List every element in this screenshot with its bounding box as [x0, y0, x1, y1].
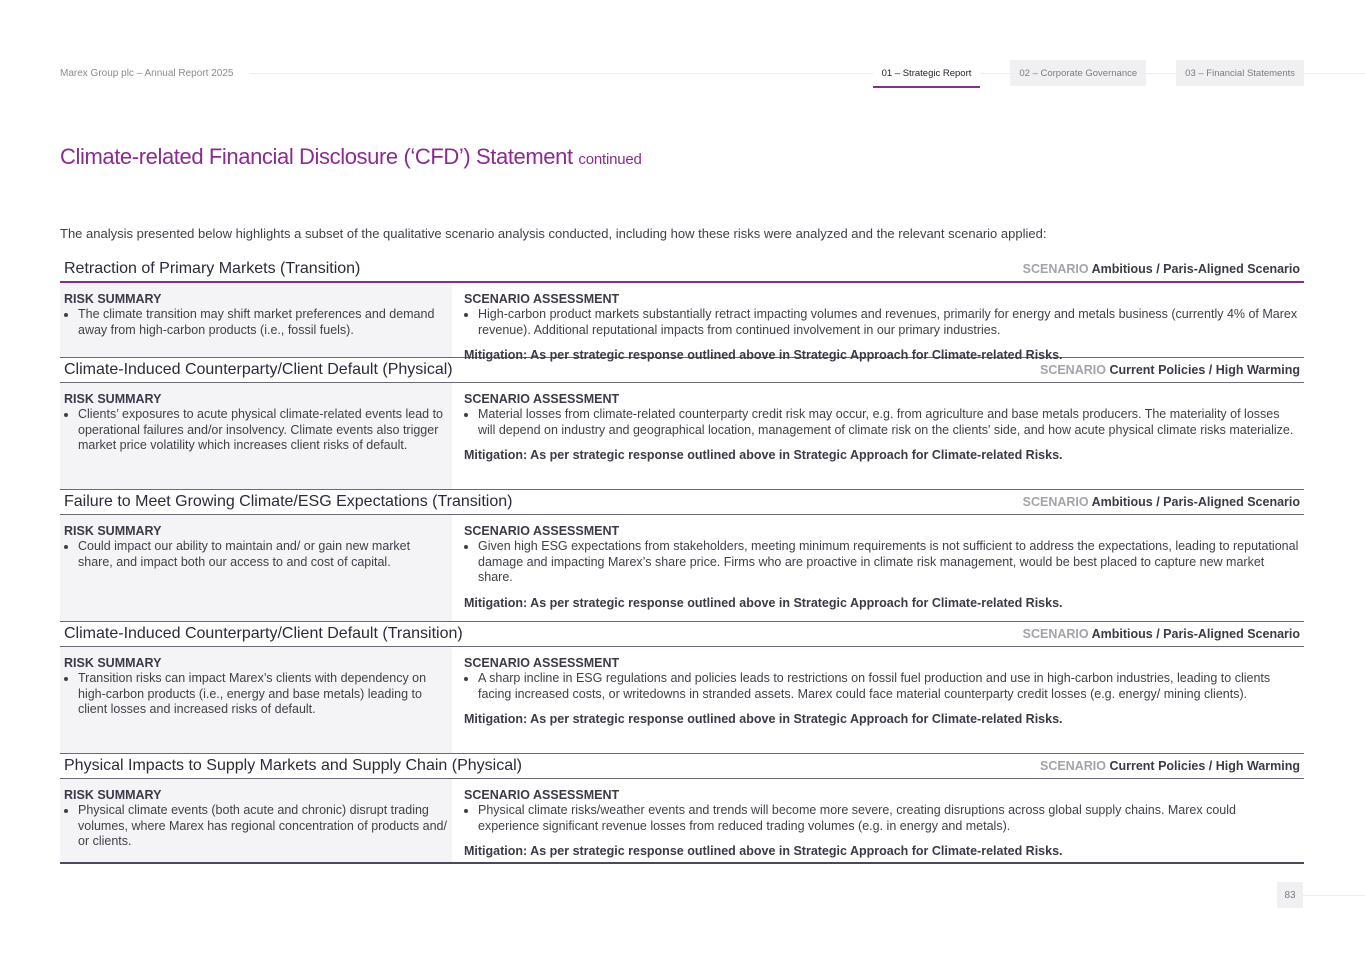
risk-summary-label: RISK SUMMARY: [64, 788, 162, 802]
report-label: Marex Group plc – Annual Report 2025: [60, 68, 234, 79]
intro-text: The analysis presented below highlights a subset of the qualitative scenario analysis conducted, including how these risks were analyzed and the relevant scenario applied:: [60, 226, 1047, 241]
page-title: [60, 144, 642, 170]
risk-title: Climate-Induced Counterparty/Client Default (Transition): [64, 625, 463, 642]
risk-body: [60, 515, 1304, 622]
scenario-value: Current Policies / High Warming: [1109, 759, 1300, 773]
scenario-assessment-panel: [452, 779, 1304, 862]
risk-section: [60, 754, 1304, 864]
risk-title: Climate-Induced Counterparty/Client Default (Physical): [64, 361, 453, 378]
footer-rule: [1303, 895, 1365, 896]
risk-summary-label: RISK SUMMARY: [64, 392, 162, 406]
risk-section: [60, 257, 1304, 363]
scenario-value: Ambitious / Paris-Aligned Scenario: [1091, 262, 1300, 276]
scenario-label: SCENARIO: [1022, 495, 1089, 509]
mitigation-text: Mitigation: As per strategic response outlined above in Strategic Approach for Climate-related Risks.: [464, 595, 1063, 610]
tab-financial-statements[interactable]: 03 – Financial Statements: [1176, 60, 1304, 86]
risk-summary-text: • Transition risks can impact Marex’s clients with dependency on high-carbon products (i.e., energy and base metals) leading to client losses and increased risks of default.: [78, 671, 448, 718]
risk-summary-label: RISK SUMMARY: [64, 656, 162, 670]
page-number: 83: [1277, 882, 1303, 908]
page-title-text: Climate-related Financial Disclosure (‘CFD’) Statement: [60, 144, 573, 169]
scenario-label: SCENARIO: [1022, 262, 1089, 276]
scenario-assessment-text: • A sharp incline in ESG regulations and policies leads to restrictions on fossil fuel production and use in high-carbon industries, leading to clients facing increased costs, or writedowns in stranded assets. Marex could face material counterparty credit losses (e.g. energy/ mining clients).: [478, 671, 1300, 702]
scenario-assessment-text: • Given high ESG expectations from stakeholders, meeting minimum requirements is not sufficient to address the expectations, leading to reputational damage and impacting Marex’s share price. Firms who are proactive in climate risk management, would be best placed to capture new market share.: [478, 539, 1300, 586]
scenario-assessment-text: • High-carbon product markets substantially retract impacting volumes and revenues, primarily for energy and metals business (currently 4% of Marex revenue). Additional reputational impacts from continued involvement in our primary industries.: [478, 307, 1300, 338]
risk-summary-panel: [60, 283, 452, 357]
risk-summary-panel: [60, 779, 452, 862]
risk-header: [60, 490, 1304, 515]
scenario-assessment-panel: [452, 283, 1304, 363]
risk-summary-text: • The climate transition may shift market preferences and demand away from high-carbon products (i.e., fossil fuels).: [78, 307, 448, 338]
scenario-tag: [1040, 759, 1300, 773]
scenario-tag: [1023, 495, 1300, 509]
risk-header: [60, 754, 1304, 779]
scenario-label: SCENARIO: [1039, 759, 1106, 773]
scenario-assessment-text: • Physical climate risks/weather events and trends will become more severe, creating disruptions across global supply chains. Marex could experience significant revenue losses from reduced trading volumes (e.g. in energy and metals).: [478, 803, 1300, 834]
risk-title: Failure to Meet Growing Climate/ESG Expectations (Transition): [64, 493, 513, 510]
scenario-tag: [1040, 363, 1300, 377]
tab-strategic-report[interactable]: 01 – Strategic Report: [873, 60, 981, 88]
risk-summary-panel: [60, 515, 452, 621]
risk-body: [60, 283, 1304, 363]
page-title-suffix: continued: [578, 151, 642, 168]
scenario-assessment-label: SCENARIO ASSESSMENT: [464, 788, 620, 802]
risk-section: [60, 622, 1304, 754]
risk-body: [60, 779, 1304, 864]
scenario-value: Ambitious / Paris-Aligned Scenario: [1091, 495, 1300, 509]
scenario-value: Current Policies / High Warming: [1109, 363, 1300, 377]
risk-summary-panel: [60, 647, 452, 753]
tab-corporate-governance[interactable]: 02 – Corporate Governance: [1010, 60, 1146, 86]
scenario-tag: [1023, 627, 1300, 641]
scenario-assessment-panel: [452, 515, 1304, 621]
scenario-assessment-label: SCENARIO ASSESSMENT: [464, 656, 620, 670]
risk-list: [60, 257, 1304, 864]
risk-title: Physical Impacts to Supply Markets and Supply Chain (Physical): [64, 757, 522, 774]
scenario-assessment-label: SCENARIO ASSESSMENT: [464, 392, 620, 406]
scenario-assessment-panel: [452, 647, 1304, 753]
risk-header: [60, 257, 1304, 283]
scenario-tag: [1023, 262, 1300, 276]
risk-body: [60, 383, 1304, 490]
scenario-label: SCENARIO: [1039, 363, 1106, 377]
risk-summary-text: • Physical climate events (both acute and chronic) disrupt trading volumes, where Marex has regional concentration of products and/ or clients.: [78, 803, 448, 850]
mitigation-text: Mitigation: As per strategic response outlined above in Strategic Approach for Climate-related Risks.: [464, 448, 1063, 463]
risk-body: [60, 647, 1304, 754]
risk-summary-text: • Could impact our ability to maintain and/ or gain new market share, and impact both our access to and cost of capital.: [78, 539, 448, 570]
mitigation-text: Mitigation: As per strategic response outlined above in Strategic Approach for Climate-related Risks.: [464, 844, 1063, 859]
scenario-label: SCENARIO: [1022, 627, 1089, 641]
scenario-assessment-text: • Material losses from climate-related counterparty credit risk may occur, e.g. from agriculture and base metals producers. The materiality of losses will depend on industry and geographical location, management of climate risk on the clients' side, and how acute physical climate risks materialize.: [478, 407, 1300, 438]
scenario-assessment-label: SCENARIO ASSESSMENT: [464, 524, 620, 538]
mitigation-text: Mitigation: As per strategic response outlined above in Strategic Approach for Climate-related Risks.: [464, 712, 1063, 727]
scenario-assessment-label: SCENARIO ASSESSMENT: [464, 292, 620, 306]
risk-section: [60, 490, 1304, 622]
mitigation-text: Mitigation: As per strategic response outlined above in Strategic Approach for Climate-related Risks.: [464, 348, 1063, 363]
risk-section: [60, 358, 1304, 490]
scenario-value: Ambitious / Paris-Aligned Scenario: [1091, 627, 1300, 641]
risk-summary-label: RISK SUMMARY: [64, 524, 162, 538]
section-tabs: [873, 60, 1304, 88]
risk-summary-text: • Clients’ exposures to acute physical climate-related events lead to operational failures and/or insolvency. Climate events also trigger market price volatility which increases client risks of default.: [78, 407, 448, 454]
scenario-assessment-panel: [452, 383, 1304, 489]
risk-title: Retraction of Primary Markets (Transition): [64, 260, 361, 277]
risk-summary-panel: [60, 383, 452, 489]
risk-summary-label: RISK SUMMARY: [64, 292, 162, 306]
risk-header: [60, 622, 1304, 647]
